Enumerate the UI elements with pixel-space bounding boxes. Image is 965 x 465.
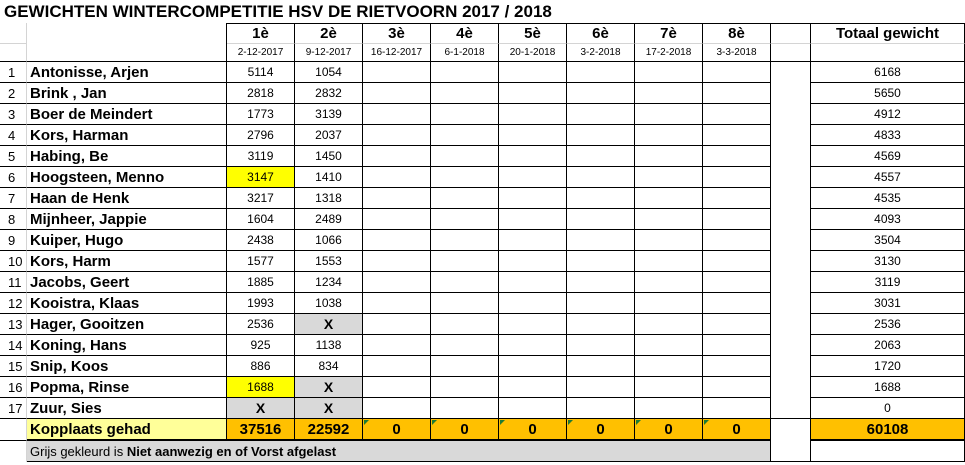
row-total: 1720 <box>811 356 965 377</box>
row-weight-round-3 <box>363 377 431 398</box>
row-weight-round-4 <box>431 251 499 272</box>
row-weight-round-8 <box>703 230 771 251</box>
row-weight-round-4 <box>431 314 499 335</box>
row-weight-round-6 <box>567 230 635 251</box>
footer-total-round-5: 0 <box>499 419 567 441</box>
note-spacer <box>771 441 811 462</box>
cell-indicator-icon <box>432 420 437 425</box>
round-header: 6è <box>567 23 635 44</box>
row-name: Haan de Henk <box>27 188 227 209</box>
row-name: Habing, Be <box>27 146 227 167</box>
cell-indicator-icon <box>364 420 369 425</box>
row-weight-round-6 <box>567 293 635 314</box>
row-weight-round-4 <box>431 104 499 125</box>
note-total-blank <box>811 441 965 462</box>
row-name: Mijnheer, Jappie <box>27 209 227 230</box>
row-weight-round-6 <box>567 335 635 356</box>
row-weight-round-7 <box>635 104 703 125</box>
row-rank: 5 <box>0 146 27 167</box>
row-rank: 9 <box>0 230 27 251</box>
row-weight-round-1: 886 <box>227 356 295 377</box>
spacer-cell <box>771 251 811 272</box>
row-weight-round-4 <box>431 377 499 398</box>
spacer-cell <box>771 356 811 377</box>
row-weight-round-2: 1410 <box>295 167 363 188</box>
row-weight-round-1: 2438 <box>227 230 295 251</box>
row-weight-round-7 <box>635 146 703 167</box>
row-weight-round-7 <box>635 230 703 251</box>
footer-total-round-2: 22592 <box>295 419 363 441</box>
date-blank-rank <box>0 44 27 62</box>
footer-total-round-4: 0 <box>431 419 499 441</box>
footer-grand-total: 60108 <box>811 419 965 441</box>
round-header: 2è <box>295 23 363 44</box>
spacer-cell <box>771 230 811 251</box>
row-rank: 10 <box>0 251 27 272</box>
row-weight-round-8 <box>703 104 771 125</box>
row-name: Zuur, Sies <box>27 398 227 419</box>
spacer-cell <box>771 335 811 356</box>
total-header: Totaal gewicht <box>811 23 965 44</box>
spacer-cell <box>771 272 811 293</box>
round-date: 3-3-2018 <box>703 44 771 62</box>
row-weight-round-8 <box>703 293 771 314</box>
row-weight-round-1: X <box>227 398 295 419</box>
row-weight-round-4 <box>431 188 499 209</box>
row-weight-round-3 <box>363 314 431 335</box>
cell-indicator-icon <box>636 420 641 425</box>
row-rank: 1 <box>0 62 27 83</box>
row-weight-round-8 <box>703 377 771 398</box>
spacer-cell <box>771 62 811 83</box>
footer-rank-blank <box>0 419 27 441</box>
row-name: Kooistra, Klaas <box>27 293 227 314</box>
row-total: 3119 <box>811 272 965 293</box>
row-weight-round-6 <box>567 209 635 230</box>
row-weight-round-4 <box>431 398 499 419</box>
row-weight-round-2: X <box>295 314 363 335</box>
row-weight-round-7 <box>635 314 703 335</box>
row-weight-round-8 <box>703 125 771 146</box>
row-weight-round-4 <box>431 146 499 167</box>
row-weight-round-3 <box>363 356 431 377</box>
row-weight-round-3 <box>363 167 431 188</box>
row-name: Brink , Jan <box>27 83 227 104</box>
cell-indicator-icon <box>500 420 505 425</box>
row-total: 4557 <box>811 167 965 188</box>
row-weight-round-3 <box>363 209 431 230</box>
row-weight-round-8 <box>703 188 771 209</box>
round-header: 3è <box>363 23 431 44</box>
row-weight-round-8 <box>703 272 771 293</box>
row-weight-round-6 <box>567 188 635 209</box>
row-weight-round-5 <box>499 62 567 83</box>
row-weight-round-3 <box>363 146 431 167</box>
row-total: 6168 <box>811 62 965 83</box>
row-rank: 7 <box>0 188 27 209</box>
row-weight-round-1: 5114 <box>227 62 295 83</box>
row-weight-round-5 <box>499 167 567 188</box>
row-weight-round-3 <box>363 83 431 104</box>
spacer-cell <box>771 398 811 419</box>
row-total: 4093 <box>811 209 965 230</box>
row-name: Antonisse, Arjen <box>27 62 227 83</box>
row-weight-round-4 <box>431 230 499 251</box>
row-weight-round-2: 2037 <box>295 125 363 146</box>
row-rank: 15 <box>0 356 27 377</box>
round-date: 17-2-2018 <box>635 44 703 62</box>
spacer-cell <box>771 314 811 335</box>
row-weight-round-7 <box>635 62 703 83</box>
row-name: Popma, Rinse <box>27 377 227 398</box>
footer-total-round-6: 0 <box>567 419 635 441</box>
row-weight-round-2: 1038 <box>295 293 363 314</box>
row-weight-round-7 <box>635 188 703 209</box>
spacer-cell <box>771 167 811 188</box>
spacer-cell <box>771 104 811 125</box>
footer-total-round-1: 37516 <box>227 419 295 441</box>
round-header: 5è <box>499 23 567 44</box>
row-weight-round-2: 1553 <box>295 251 363 272</box>
row-weight-round-1: 1773 <box>227 104 295 125</box>
row-weight-round-7 <box>635 398 703 419</box>
page-title: GEWICHTEN WINTERCOMPETITIE HSV DE RIETVOORN 2017 / 2018 <box>4 1 552 21</box>
row-weight-round-7 <box>635 272 703 293</box>
row-weight-round-3 <box>363 335 431 356</box>
row-rank: 12 <box>0 293 27 314</box>
row-weight-round-3 <box>363 251 431 272</box>
spacer-cell <box>771 377 811 398</box>
row-weight-round-1: 1577 <box>227 251 295 272</box>
row-weight-round-7 <box>635 293 703 314</box>
row-rank: 2 <box>0 83 27 104</box>
row-weight-round-6 <box>567 251 635 272</box>
row-weight-round-5 <box>499 209 567 230</box>
round-header: 8è <box>703 23 771 44</box>
row-total: 4833 <box>811 125 965 146</box>
row-weight-round-1: 2796 <box>227 125 295 146</box>
legend-note <box>27 441 771 462</box>
header-blank-name <box>27 23 227 44</box>
row-total: 3031 <box>811 293 965 314</box>
row-weight-round-6 <box>567 272 635 293</box>
legend-note-prefix: Grijs gekleurd is <box>30 443 127 459</box>
row-weight-round-3 <box>363 293 431 314</box>
row-weight-round-7 <box>635 125 703 146</box>
row-weight-round-4 <box>431 335 499 356</box>
row-weight-round-7 <box>635 251 703 272</box>
row-weight-round-6 <box>567 398 635 419</box>
spacer-cell <box>771 83 811 104</box>
round-date: 6-1-2018 <box>431 44 499 62</box>
row-weight-round-8 <box>703 251 771 272</box>
row-weight-round-4 <box>431 83 499 104</box>
row-weight-round-2: 2832 <box>295 83 363 104</box>
spacer-cell <box>771 209 811 230</box>
row-weight-round-5 <box>499 335 567 356</box>
row-total: 3130 <box>811 251 965 272</box>
round-date: 2-12-2017 <box>227 44 295 62</box>
row-weight-round-5 <box>499 293 567 314</box>
round-header: 7è <box>635 23 703 44</box>
footer-total-round-8: 0 <box>703 419 771 441</box>
row-weight-round-3 <box>363 188 431 209</box>
row-name: Kors, Harman <box>27 125 227 146</box>
row-total: 4912 <box>811 104 965 125</box>
row-weight-round-5 <box>499 146 567 167</box>
cell-indicator-icon <box>704 420 709 425</box>
row-name: Snip, Koos <box>27 356 227 377</box>
row-weight-round-6 <box>567 314 635 335</box>
row-weight-round-2: 1234 <box>295 272 363 293</box>
row-total: 5650 <box>811 83 965 104</box>
row-weight-round-5 <box>499 125 567 146</box>
row-weight-round-5 <box>499 230 567 251</box>
row-total: 4569 <box>811 146 965 167</box>
row-weight-round-8 <box>703 314 771 335</box>
row-weight-round-1: 3119 <box>227 146 295 167</box>
row-weight-round-3 <box>363 272 431 293</box>
row-weight-round-4 <box>431 209 499 230</box>
row-weight-round-2: X <box>295 377 363 398</box>
row-weight-round-4 <box>431 62 499 83</box>
row-name: Kuiper, Hugo <box>27 230 227 251</box>
row-weight-round-1: 2536 <box>227 314 295 335</box>
row-weight-round-7 <box>635 377 703 398</box>
row-weight-round-1: 1993 <box>227 293 295 314</box>
row-rank: 4 <box>0 125 27 146</box>
row-weight-round-5 <box>499 398 567 419</box>
spacer-cell <box>771 125 811 146</box>
row-name: Kors, Harm <box>27 251 227 272</box>
row-weight-round-8 <box>703 335 771 356</box>
row-weight-round-7 <box>635 167 703 188</box>
row-weight-round-5 <box>499 83 567 104</box>
row-weight-round-7 <box>635 83 703 104</box>
spacer-date <box>771 44 811 62</box>
row-weight-round-7 <box>635 356 703 377</box>
row-weight-round-5 <box>499 314 567 335</box>
round-header: 1è <box>227 23 295 44</box>
footer-total-round-3: 0 <box>363 419 431 441</box>
row-name: Jacobs, Geert <box>27 272 227 293</box>
row-weight-round-3 <box>363 125 431 146</box>
row-weight-round-3 <box>363 230 431 251</box>
row-weight-round-7 <box>635 209 703 230</box>
row-name: Boer de Meindert <box>27 104 227 125</box>
row-weight-round-2: 3139 <box>295 104 363 125</box>
spacer-header <box>771 23 811 44</box>
row-weight-round-7 <box>635 335 703 356</box>
row-weight-round-2: 2489 <box>295 209 363 230</box>
row-weight-round-2: 1066 <box>295 230 363 251</box>
row-weight-round-1: 3217 <box>227 188 295 209</box>
row-rank: 8 <box>0 209 27 230</box>
row-weight-round-4 <box>431 293 499 314</box>
round-date: 9-12-2017 <box>295 44 363 62</box>
row-weight-round-8 <box>703 167 771 188</box>
row-total: 1688 <box>811 377 965 398</box>
row-name: Hager, Gooitzen <box>27 314 227 335</box>
row-weight-round-5 <box>499 356 567 377</box>
row-weight-round-2: 1138 <box>295 335 363 356</box>
row-weight-round-6 <box>567 167 635 188</box>
row-rank: 14 <box>0 335 27 356</box>
cell-indicator-icon <box>568 420 573 425</box>
row-rank: 17 <box>0 398 27 419</box>
row-weight-round-8 <box>703 209 771 230</box>
row-weight-round-6 <box>567 125 635 146</box>
row-total: 2063 <box>811 335 965 356</box>
row-weight-round-5 <box>499 188 567 209</box>
row-weight-round-6 <box>567 62 635 83</box>
row-weight-round-5 <box>499 377 567 398</box>
row-weight-round-3 <box>363 62 431 83</box>
header-blank-rank <box>0 23 27 44</box>
row-rank: 11 <box>0 272 27 293</box>
row-weight-round-1: 3147 <box>227 167 295 188</box>
footer-label: Kopplaats gehad <box>27 419 227 441</box>
row-rank: 3 <box>0 104 27 125</box>
row-weight-round-8 <box>703 83 771 104</box>
row-weight-round-2: 834 <box>295 356 363 377</box>
row-weight-round-6 <box>567 83 635 104</box>
row-total: 3504 <box>811 230 965 251</box>
row-weight-round-5 <box>499 104 567 125</box>
spacer-cell <box>771 293 811 314</box>
total-date-blank <box>811 44 965 62</box>
row-weight-round-3 <box>363 104 431 125</box>
row-rank: 13 <box>0 314 27 335</box>
row-name: Hoogsteen, Menno <box>27 167 227 188</box>
row-weight-round-8 <box>703 146 771 167</box>
row-total: 0 <box>811 398 965 419</box>
row-weight-round-6 <box>567 104 635 125</box>
row-weight-round-2: 1450 <box>295 146 363 167</box>
row-weight-round-4 <box>431 167 499 188</box>
footer-spacer <box>771 419 811 441</box>
row-weight-round-4 <box>431 125 499 146</box>
row-weight-round-8 <box>703 62 771 83</box>
row-weight-round-2: 1054 <box>295 62 363 83</box>
spacer-cell <box>771 146 811 167</box>
row-weight-round-1: 2818 <box>227 83 295 104</box>
round-date: 16-12-2017 <box>363 44 431 62</box>
row-weight-round-2: X <box>295 398 363 419</box>
row-weight-round-2: 1318 <box>295 188 363 209</box>
row-rank: 6 <box>0 167 27 188</box>
row-weight-round-8 <box>703 356 771 377</box>
spacer-cell <box>771 188 811 209</box>
row-weight-round-1: 1604 <box>227 209 295 230</box>
row-weight-round-5 <box>499 272 567 293</box>
row-rank: 16 <box>0 377 27 398</box>
row-weight-round-6 <box>567 377 635 398</box>
footer-total-round-7: 0 <box>635 419 703 441</box>
row-name: Koning, Hans <box>27 335 227 356</box>
row-weight-round-4 <box>431 356 499 377</box>
row-weight-round-8 <box>703 398 771 419</box>
row-weight-round-5 <box>499 251 567 272</box>
round-date: 20-1-2018 <box>499 44 567 62</box>
row-total: 4535 <box>811 188 965 209</box>
note-rank-blank <box>0 441 27 462</box>
row-weight-round-3 <box>363 398 431 419</box>
row-weight-round-4 <box>431 272 499 293</box>
row-weight-round-1: 925 <box>227 335 295 356</box>
legend-note-emphasis: Niet aanwezig en of Vorst afgelast <box>126 443 337 459</box>
row-weight-round-1: 1885 <box>227 272 295 293</box>
row-weight-round-1: 1688 <box>227 377 295 398</box>
date-blank-name <box>27 44 227 62</box>
round-header: 4è <box>431 23 499 44</box>
row-total: 2536 <box>811 314 965 335</box>
row-weight-round-6 <box>567 356 635 377</box>
row-weight-round-6 <box>567 146 635 167</box>
round-date: 3-2-2018 <box>567 44 635 62</box>
